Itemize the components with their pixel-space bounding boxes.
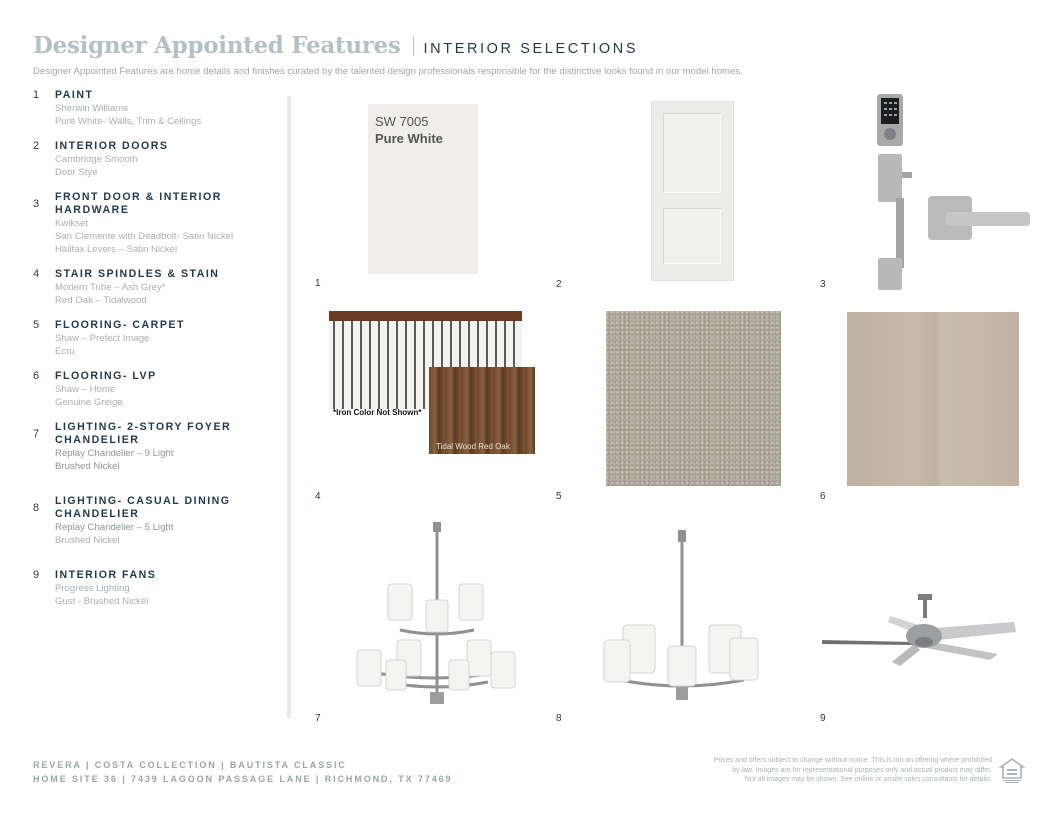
column-divider — [287, 96, 291, 718]
feature-detail: Progress Lighting — [55, 583, 130, 594]
feature-detail: San Clemente with Deadbolt- Satin Nickel — [55, 231, 234, 242]
tile-number: 4 — [315, 491, 321, 502]
stair-spindle — [378, 321, 380, 409]
tile-number: 8 — [556, 713, 562, 724]
stair-note: *Iron Color Not Shown* — [333, 408, 422, 417]
feature-number: 5 — [33, 319, 40, 331]
feature-title: LIGHTING- CASUAL DINING — [55, 495, 231, 507]
equal-housing-opportunity-icon — [1000, 758, 1024, 784]
tile-number: 6 — [820, 491, 826, 502]
feature-detail: Sherwin Williams — [55, 103, 129, 114]
wood-sample — [429, 367, 535, 454]
stair-spindle — [405, 321, 407, 409]
footer-address: HOME SITE 36 | 7439 LAGOON PASSAGE LANE | RICHMOND, TX 77469 — [33, 774, 453, 784]
footer-collection: REVERA | COSTA COLLECTION | BAUTISTA CLASSIC — [33, 760, 347, 770]
paint-name: Pure White — [375, 131, 443, 146]
feature-detail: Red Oak – Tidalwood — [55, 295, 147, 306]
feature-item-hardware — [33, 191, 283, 256]
wood-label: Tidal Wood Red Oak — [436, 442, 510, 451]
feature-item-fans — [33, 569, 283, 608]
feature-number: 1 — [33, 89, 40, 101]
tile-number: 1 — [315, 278, 321, 289]
feature-number: 3 — [33, 198, 40, 210]
feature-item-foyer-chandelier — [33, 421, 283, 473]
stair-spindle — [342, 321, 344, 409]
feature-title: PAINT — [55, 89, 94, 101]
feature-detail: Cambridge Smooth — [55, 154, 138, 165]
chandelier-9-light-image — [350, 522, 520, 710]
feature-item-dining-chandelier — [33, 495, 283, 547]
feature-number: 6 — [33, 370, 40, 382]
page-title: Designer Appointed Features — [33, 32, 401, 59]
feature-title-cont: HARDWARE — [55, 204, 130, 216]
feature-detail: Kwikset — [55, 218, 89, 229]
feature-item-paint — [33, 89, 283, 128]
feature-detail: Pure White- Walls, Trim & Ceilings — [55, 116, 202, 127]
feature-detail: Halifax Levers – Satin Nickel — [55, 244, 178, 255]
feature-detail: Replay Chandelier – 5 Light — [55, 522, 174, 533]
feature-number: 7 — [33, 428, 40, 440]
paint-code: SW 7005 — [375, 114, 429, 129]
tile-number: 5 — [556, 491, 562, 502]
feature-title: FLOORING- LVP — [55, 370, 157, 382]
stair-spindle — [351, 321, 353, 409]
feature-detail: Brushed Nickel — [55, 535, 120, 546]
hardware-image — [872, 94, 1034, 292]
feature-detail: Gust - Brushed Nickel — [55, 596, 149, 607]
feature-detail: Door Stye — [55, 167, 98, 178]
door-panel — [663, 208, 721, 264]
feature-item-interior-doors — [33, 140, 283, 179]
feature-detail: Brushed Nickel — [55, 461, 120, 472]
paint-swatch — [368, 104, 478, 274]
tile-number: 2 — [556, 279, 562, 290]
stair-spindle — [333, 321, 335, 409]
page-subtitle: INTERIOR SELECTIONS — [423, 41, 639, 57]
intro-text: Designer Appointed Features are home details and finishes curated by the talented design professionals responsible for the distinctive looks found in our model homes. — [33, 66, 743, 77]
legal-disclaimer — [714, 756, 992, 785]
feature-item-carpet — [33, 319, 283, 358]
stair-spindle — [414, 321, 416, 409]
feature-item-stair — [33, 268, 283, 307]
door-panel — [663, 113, 721, 193]
feature-number: 8 — [33, 502, 40, 514]
legal-line: Not all images may be shown. See online or onsite sales consultants for details. — [744, 776, 992, 783]
door-image — [651, 101, 734, 281]
legal-line: by law. Images are for representational purposes only and actual product may differ. — [732, 766, 992, 774]
feature-detail: Shaw – Home — [55, 384, 116, 395]
stair-spindle — [369, 321, 371, 409]
stair-spindle — [396, 321, 398, 409]
tile-number: 9 — [820, 713, 826, 724]
page-header — [33, 32, 638, 59]
stair-spindle — [360, 321, 362, 409]
feature-item-lvp — [33, 370, 283, 409]
feature-detail: Modern Tube – Ash Grey* — [55, 282, 166, 293]
legal-line: Prices and offers subject to change without notice. This is not an offering where prohibited — [713, 757, 992, 764]
feature-title: INTERIOR FANS — [55, 569, 157, 581]
chandelier-5-light-image — [602, 530, 762, 705]
feature-detail: Genuine Greige — [55, 397, 123, 408]
feature-title: FLOORING- CARPET — [55, 319, 185, 331]
stair-rail — [329, 311, 522, 321]
title-divider — [413, 36, 414, 56]
feature-title: FRONT DOOR & INTERIOR — [55, 191, 222, 203]
feature-title-cont: CHANDELIER — [55, 434, 140, 446]
tile-number: 3 — [820, 279, 826, 290]
feature-detail: Shaw – Prefect Image — [55, 333, 150, 344]
feature-title: STAIR SPINDLES & STAIN — [55, 268, 220, 280]
feature-detail: Ecru — [55, 346, 75, 357]
lvp-image — [847, 312, 1019, 486]
stair-spindle — [387, 321, 389, 409]
tile-number: 7 — [315, 713, 321, 724]
ceiling-fan-image — [822, 592, 1018, 672]
stair-spindle — [423, 321, 425, 409]
feature-title: INTERIOR DOORS — [55, 140, 169, 152]
feature-number: 2 — [33, 140, 40, 152]
feature-detail: Replay Chandelier – 9 Light — [55, 448, 174, 459]
feature-number: 9 — [33, 569, 40, 581]
feature-number: 4 — [33, 268, 40, 280]
feature-title-cont: CHANDELIER — [55, 508, 140, 520]
feature-title: LIGHTING- 2-STORY FOYER — [55, 421, 232, 433]
carpet-image — [606, 311, 781, 486]
